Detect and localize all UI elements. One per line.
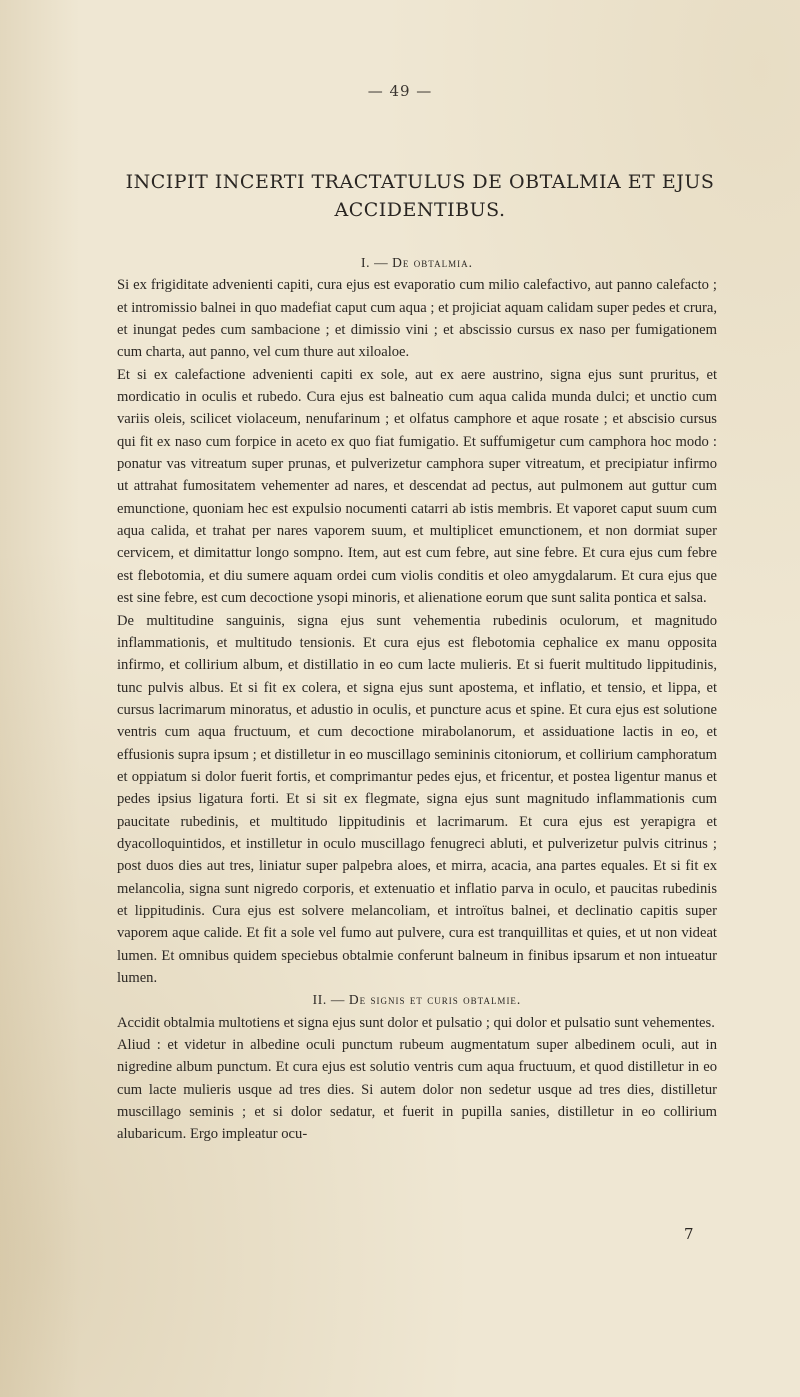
chapter-title-line-1: INCIPIT INCERTI TRACTATULUS DE OBTALMIA ET EJUS	[125, 171, 715, 193]
paragraph: De multitudine sanguinis, signa ejus sunt vehementia rubedinis oculorum, et magnitudo inflammationis, et multitudo tensionis. Et cura ejus est flebotomia cephalice ex manu opposita infirmo, et collirium album, et distillatio in eo cum lacte mulieris. Et si fuerit multitudo lippitudinis, tunc pulvis albus. Et si fit ex colera, et signa ejus sunt apostema, et inflatio, et tensio, et lippa, et cursus lacrimarum minoratus, et adustio in oculis, et puncture acus et spine. Et cura ejus est solutione ventris cum aqua fructuum, et cum decoctione mirabolanorum, et assiduatione lactis in eo, et effusionis supra ipsum ; et distilletur in eo muscillago semininis citoniorum, et collirium camphoratum et oppiatum si dolor fuerit fortis, et comprimantur pedes ejus, et fricentur, et postea ligentur manus et pedes ipsius ligatura forti. Et si sit ex flegmate, signa ejus sunt magnitudo inflammationis cum paucitate rubedinis, et multitudo lippitudinis et lacrimarum. Et cura ejus est yerapigra et dyacolloquintidos, et instilletur in oculo muscillago fenugreci abluti, et pulverizetur pulvis citrinus ; post duos dies aut tres, liniatur super palpebra aloes, et mirra, acacia, ana partes equales. Et si fit ex melancolia, signa sunt nigredo corporis, et extenuatio et inflatio parva in oculo, et paucitas rubedinis et lippitudinis. Cura ejus est solvere melancoliam, et introïtus balnei, et declinatio capitis super vaporem aque calide. Et fit a sole vel fumo aut pulvere, cura est tranquillitas et quies, et ut non videat lumen. Et omnibus quidem speciebus obtalmie conferunt balneum in finibus ipsarum et non intueatur lumen.	[117, 612, 717, 986]
section-1-number: I. —	[361, 255, 389, 270]
chapter-title	[100, 168, 740, 224]
section-heading-2	[117, 989, 717, 1011]
body-text	[117, 252, 717, 1146]
section-2-number: II. —	[312, 992, 345, 1008]
page-number: — 49 —	[367, 82, 433, 100]
chapter-title-line-2: ACCIDENTIBUS.	[334, 199, 506, 221]
paragraph: Aliud : et videtur in albedine oculi punctum rubeum augmentatum super albedinem oculi, aut in nigredine album punctum. Et cura ejus est solutio ventris cum aqua fructuum, et quod distilletur in eo cum lacte mulieris usque ad tres dies. Si autem dolor non sedetur usque ad tres dies, distilletur muscillago seminis ; et si dolor sedatur, et fuerit in pupilla sanies, distilletur in eo collirium alubaricum. Ergo impleatur ocu-	[117, 1037, 717, 1143]
signature-mark: 7	[684, 1225, 694, 1243]
section-2-title: De signis et curis obtalmie.	[348, 992, 522, 1008]
paragraph: Et si ex calefactione advenienti capiti ex sole, aut ex aere austrino, signa ejus sunt pruritus, et mordicatio in oculis et rubedo. Cura ejus est balneatio cum aqua calida munda dulci; et unctio cum variis oleis, scilicet violaceum, nenufarinum ; et olfatus camphore et aque rosate ; et abscisio cursus qui fit ex naso cum forpice in aceto ex quo fiat fumigatio. Et suffumigetur cum camphora hoc modo : ponatur vas vitreatum super prunas, et pulverizetur camphora super vitreatum, et precipiatur infirmo ut attrahat fumositatem vehementer ad nares, et descendat ad pectus, aut pulmonem aut guttur cum emunctione, quoniam hec est expulsio nocumenti catarri ab istis membris. Et vaporet caput suum cum aqua calida, et trahat per nares vaporem suum, et multiplicet emunctionem, et non dormiat super cervicem, et dimitattur longo sompno. Item, aut est cum febre, aut sine febre. Et cura ejus cum febre est flebotomia, et diu sumere aquam ordei cum violis conditis et oleo amygdalarum. Et cura ejus que est sine febre, est cum decoctione ysopi minoris, et alienatione eorum que sunt salita pontica et salsa.	[117, 366, 717, 607]
section-heading-1	[117, 252, 717, 274]
section-1-title: De obtalmia.	[392, 255, 473, 270]
paragraph: Accidit obtalmia multotiens et signa ejus sunt dolor et pulsatio ; qui dolor et pulsatio sunt vehementes.	[117, 1014, 715, 1031]
paragraph: Si ex frigiditate advenienti capiti, cura ejus est evaporatio cum milio calefactivo, aut panno calefacto ; et intromissio balnei in quo madefiat caput cum aqua ; et projiciat aquam calidam super pedes et crura, et inungat pedes cum sambacione ; et dimissio vini ; et abscissio cursus ex naso per fumigationem cum charta, aut panno, vel cum thure aut xiloaloe.	[117, 277, 717, 361]
